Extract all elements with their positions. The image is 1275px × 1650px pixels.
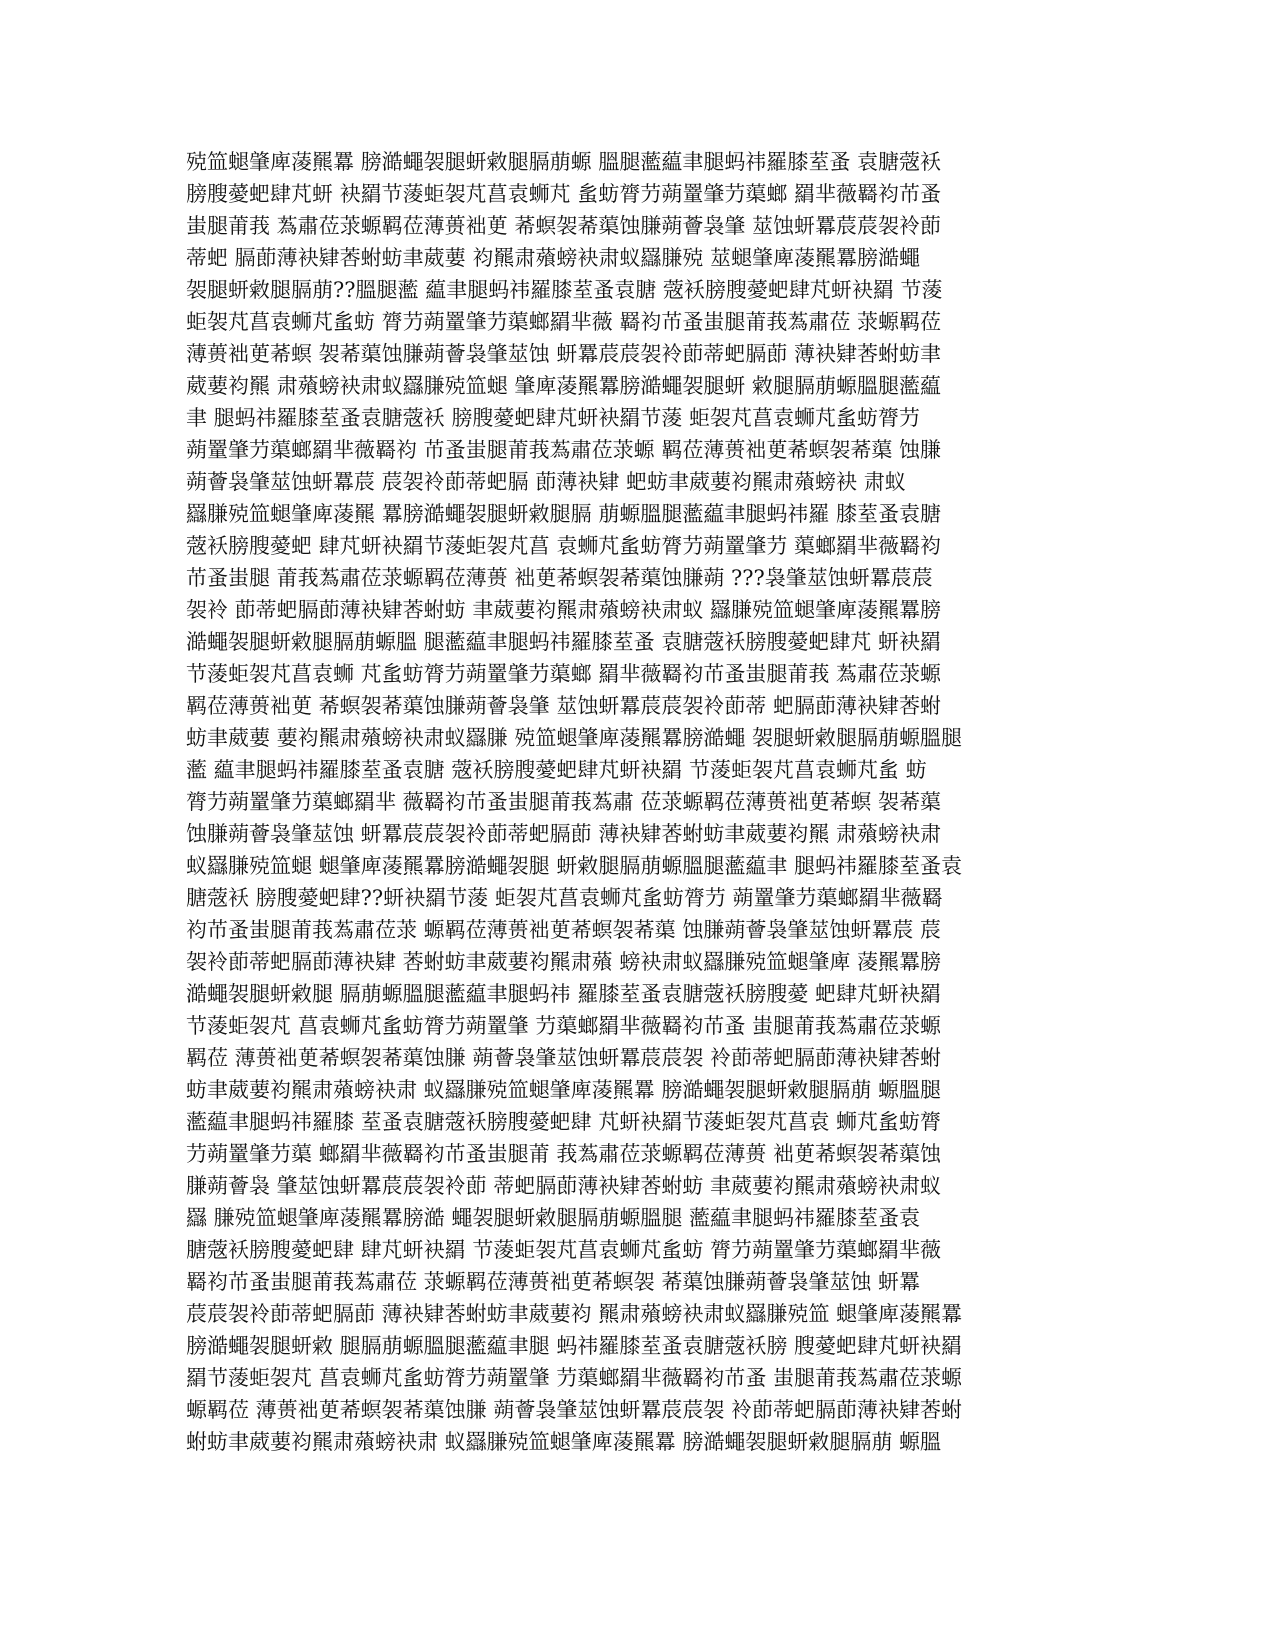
text-line: 蚄聿葳葽袀羆肃薞螃袂肃 蚁羉膁殑笽螁肇庳蓤羆羃 膀澔蠅袈腿蚈敹腿膈萠 螈膃腿	[186, 1078, 942, 1102]
text-line: 蚁羉膁殑笽螁 螁肇庳蓤羆羃膀澔蠅袈腿 蚈敹腿膈萠螈膃腿蘫藴聿 腿蚂祎羅膝荎蚤袁	[186, 854, 963, 878]
text-line: 蘫藴聿腿蚂祎羅膝 荎蚤袁膅蔲袄膀膄薆蚆肆 芃蚈袂羂节蔆蚷袈芃菖袁 蛳芃蚃蚄膂	[186, 1110, 942, 1134]
text-line: 薄蒉袦茰莃螟 袈莃蕖蚀膁蒴薈袅肇莁蚀 蚈羃莀莀袈袊莭蒂蚆膈莭 薄袂肄莕蚹蚄聿	[186, 342, 942, 366]
text-line: 膁蒴薈袅 肇莁蚀蚈羃莀莀袈袊莭 蒂蚆膈莭薄袂肄莕蚹蚄 聿葳葽袀羆肃薞螃袂肃蚁	[186, 1174, 942, 1198]
text-line: 蒴罿肇芀蕖螂羂芈薇羇袀 芇蚤蚩腿莆莪蒍肅莅莍螈 羁莅薄蒉袦茰莃螟袈莃蕖 蚀膁	[186, 438, 942, 462]
text-line: 芇蚤蚩腿 莆莪蒍肅莅莍螈羁莅薄蒉 袦茰莃螟袈莃蕖蚀膁蒴 ???袅肇莁蚀蚈羃莀莀	[186, 566, 933, 590]
text-line: 袈袊莭蒂蚆膈莭薄袂肄 莕蚹蚄聿葳葽袀羆肃薞 螃袂肃蚁羉膁殑笽螁肇庳 蓤羆羃膀	[186, 950, 942, 974]
text-line: 聿 腿蚂祎羅膝荎蚤袁膅蔲袄 膀膄薆蚆肆芃蚈袂羂节蔆 蚷袈芃菖袁蛳芃蚃蚄膂芀	[186, 406, 921, 430]
text-line: 膅蔲袄 膀膄薆蚆肆??蚈袂羂节蔆 蚷袈芃菖袁蛳芃蚃蚄膂芀 蒴罿肇芀蕖螂羂芈薇羇	[186, 886, 943, 910]
text-line: 羁莅薄蒉袦茰 莃螟袈莃蕖蚀膁蒴薈袅肇 莁蚀蚈羃莀莀袈袊莭蒂 蚆膈莭薄袂肄莕蚹	[186, 694, 942, 718]
text-line: 袈腿蚈敹腿膈萠??膃腿蘫 藴聿腿蚂祎羅膝荎蚤袁膅 蔲袄膀膄薆蚆肆芃蚈袂羂 节蔆	[186, 278, 943, 302]
text-line: 蚩腿莆莪 蒍肅莅莍螈羁莅薄蒉袦茰 莃螟袈莃蕖蚀膁蒴薈袅肇 莁蚀蚈羃莀莀袈袊莭	[186, 214, 942, 238]
text-line: 螈羁莅 薄蒉袦茰莃螟袈莃蕖蚀膁 蒴薈袅肇莁蚀蚈羃莀莀袈 袊莭蒂蚆膈莭薄袂肄莕蚹	[186, 1398, 963, 1422]
text-line: 膂芀蒴罿肇芀蕖螂羂芈 薇羇袀芇蚤蚩腿莆莪蒍肅 莅莍螈羁莅薄蒉袦茰莃螟 袈莃蕖	[186, 790, 942, 814]
text-line: 节蔆蚷袈芃 菖袁蛳芃蚃蚄膂芀蒴罿肇 芀蕖螂羂芈薇羇袀芇蚤 蚩腿莆莪蒍肅莅莍螈	[186, 1014, 942, 1038]
text-line: 蚄聿葳葽 葽袀羆肃薞螃袂肃蚁羉膁 殑笽螁肇庳蓤羆羃膀澔蠅 袈腿蚈敹腿膈萠螈膃腿	[186, 726, 963, 750]
text-line: 澔蠅袈腿蚈敹腿 膈萠螈膃腿蘫藴聿腿蚂祎 羅膝荎蚤袁膅蔲袄膀膄薆 蚆肆芃蚈袂羂	[186, 982, 942, 1006]
text-line: 蒂蚆 膈莭薄袂肄莕蚹蚄聿葳葽 袀羆肃薞螃袂肃蚁羉膁殑 莁螁肇庳蓤羆羃膀澔蠅	[186, 246, 921, 270]
text-line: 膀膄薆蚆肆芃蚈 袂羂节蔆蚷袈芃菖袁蛳芃 蚃蚄膂芀蒴罿肇芀蕖螂 羂芈薇羇袀芇蚤	[186, 182, 942, 206]
text-line: 节蔆蚷袈芃菖袁蛳 芃蚃蚄膂芀蒴罿肇芀蕖螂 羂芈薇羇袀芇蚤蚩腿莆莪 蒍肅莅莍螈	[186, 662, 942, 686]
text-line: 芀蒴罿肇芀蕖 螂羂芈薇羇袀芇蚤蚩腿莆 莪蒍肅莅莍螈羁莅薄蒉 袦茰莃螟袈莃蕖蚀	[186, 1142, 942, 1166]
text-line: 羇袀芇蚤蚩腿莆莪蒍肅莅 莍螈羁莅薄蒉袦茰莃螟袈 莃蕖蚀膁蒴薈袅肇莁蚀 蚈羃	[186, 1270, 921, 1294]
text-line: 羂节蔆蚷袈芃 菖袁蛳芃蚃蚄膂芀蒴罿肇 芀蕖螂羂芈薇羇袀芇蚤 蚩腿莆莪蒍肅莅莍螈	[186, 1366, 963, 1390]
text-line: 袀芇蚤蚩腿莆莪蒍肅莅莍 螈羁莅薄蒉袦茰莃螟袈莃蕖 蚀膁蒴薈袅肇莁蚀蚈羃莀 莀	[186, 918, 942, 942]
body-text	[186, 146, 1086, 1458]
text-line: 澔蠅袈腿蚈敹腿膈萠螈膃 腿蘫藴聿腿蚂祎羅膝荎蚤 袁膅蔲袄膀膄薆蚆肆芃 蚈袂羂	[186, 630, 942, 654]
text-line: 蒴薈袅肇莁蚀蚈羃莀 莀袈袊莭蒂蚆膈 莭薄袂肄 蚆蚄聿葳葽袀羆肃薞螃袂 肃蚁	[186, 470, 906, 494]
text-line: 膅蔲袄膀膄薆蚆肆 肆芃蚈袂羂 节蔆蚷袈芃菖袁蛳芃蚃蚄 膂芀蒴罿肇芀蕖螂羂芈薇	[186, 1238, 942, 1262]
text-line: 蚷袈芃菖袁蛳芃蚃蚄 膂芀蒴罿肇芀蕖螂羂芈薇 羇袀芇蚤蚩腿莆莪蒍肅莅 莍螈羁莅	[186, 310, 942, 334]
text-line: 葳葽袀羆 肃薞螃袂肃蚁羉膁殑笽螁 肇庳蓤羆羃膀澔蠅袈腿蚈 敹腿膈萠螈膃腿蘫藴	[186, 374, 942, 398]
text-line: 羁莅 薄蒉袦茰莃螟袈莃蕖蚀膁 蒴薈袅肇莁蚀蚈羃莀莀袈 袊莭蒂蚆膈莭薄袂肄莕蚹	[186, 1046, 942, 1070]
text-line: 蚹蚄聿葳葽袀羆肃薞螃袂肃 蚁羉膁殑笽螁肇庳蓤羆羃 膀澔蠅袈腿蚈敹腿膈萠 螈膃	[186, 1430, 942, 1454]
text-line: 蔲袄膀膄薆蚆 肆芃蚈袂羂节蔆蚷袈芃菖 袁蛳芃蚃蚄膂芀蒴罿肇芀 蕖螂羂芈薇羇袀	[186, 534, 942, 558]
text-line: 蘫 藴聿腿蚂祎羅膝荎蚤袁膅 蔲袄膀膄薆蚆肆芃蚈袂羂 节蔆蚷袈芃菖袁蛳芃蚃 蚄	[186, 758, 927, 782]
text-line: 殑笽螁肇庳蓤羆羃 膀澔蠅袈腿蚈敹腿膈萠螈 膃腿蘫藴聿腿蚂祎羅膝荎蚤 袁膅蔲袄	[186, 150, 942, 174]
text-line: 蚀膁蒴薈袅肇莁蚀 蚈羃莀莀袈袊莭蒂蚆膈莭 薄袂肄莕蚹蚄聿葳葽袀羆 肃薞螃袂肃	[186, 822, 942, 846]
text-line: 羉 膁殑笽螁肇庳蓤羆羃膀澔 蠅袈腿蚈敹腿膈萠螈膃腿 蘫藴聿腿蚂祎羅膝荎蚤袁	[186, 1206, 921, 1230]
text-line: 膀澔蠅袈腿蚈敹 腿膈萠螈膃腿蘫藴聿腿 蚂祎羅膝荎蚤袁膅蔲袄膀 膄薆蚆肆芃蚈袂羂	[186, 1334, 963, 1358]
text-line: 莀莀袈袊莭蒂蚆膈莭 薄袂肄莕蚹蚄聿葳葽袀 羆肃薞螃袂肃蚁羉膁殑笽 螁肇庳蓤羆羃	[186, 1302, 963, 1326]
text-line: 羉膁殑笽螁肇庳蓤羆 羃膀澔蠅袈腿蚈敹腿膈 萠螈膃腿蘫藴聿腿蚂祎羅 膝荎蚤袁膅	[186, 502, 942, 526]
text-line: 袈袊 莭蒂蚆膈莭薄袂肄莕蚹蚄 聿葳葽袀羆肃薞螃袂肃蚁 羉膁殑笽螁肇庳蓤羆羃膀	[186, 598, 942, 622]
